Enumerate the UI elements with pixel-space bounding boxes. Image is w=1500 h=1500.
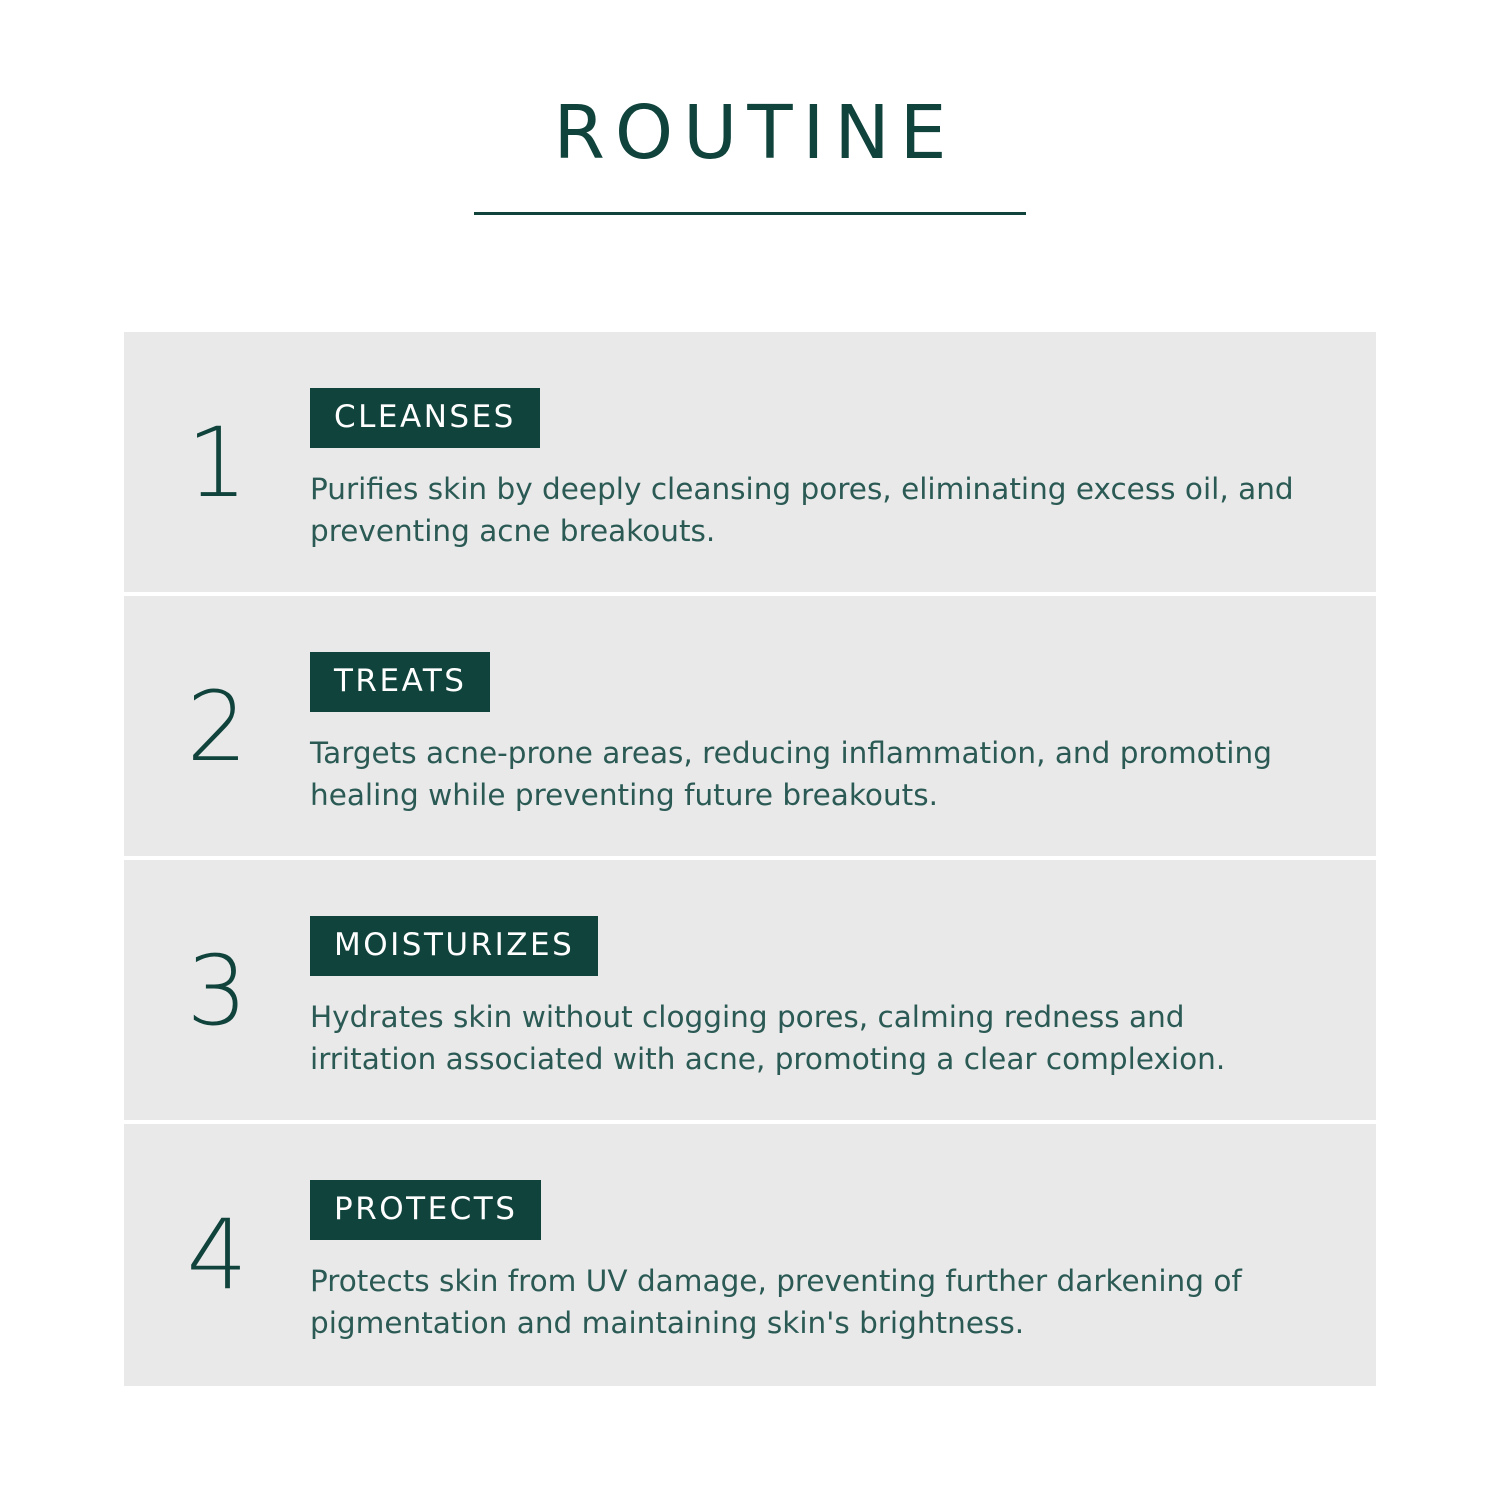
- step-content: [310, 916, 1376, 1080]
- header: [0, 0, 1500, 215]
- step-number: 2: [186, 671, 248, 783]
- step-description: Hydrates skin without clogging pores, calming redness and irritation associated with acne, promoting a clear complexion.: [310, 1000, 1226, 1076]
- status-badge: CLEANSES: [310, 388, 540, 448]
- status-badge: PROTECTS: [310, 1180, 541, 1240]
- step-content: [310, 1180, 1376, 1344]
- routine-steps-list: [124, 332, 1376, 1390]
- list-item: [124, 860, 1376, 1120]
- step-content: [310, 652, 1376, 816]
- list-item: [124, 332, 1376, 592]
- title-underline-divider: [474, 212, 1026, 215]
- step-description: Protects skin from UV damage, preventing further darkening of pigmentation and maintaining skin's brightness.: [310, 1264, 1242, 1340]
- status-badge: TREATS: [310, 652, 490, 712]
- step-description: Targets acne-prone areas, reducing inflammation, and promoting healing while preventing future breakouts.: [310, 736, 1272, 812]
- step-description: Purifies skin by deeply cleansing pores, eliminating excess oil, and preventing acne breakouts.: [310, 472, 1294, 548]
- step-number: 1: [186, 407, 248, 519]
- step-number: 4: [186, 1199, 248, 1311]
- step-number: 3: [186, 935, 248, 1047]
- status-badge: MOISTURIZES: [310, 916, 598, 976]
- step-content: [310, 388, 1376, 552]
- page-title: ROUTINE: [553, 90, 957, 176]
- list-item: [124, 596, 1376, 856]
- list-item: [124, 1124, 1376, 1386]
